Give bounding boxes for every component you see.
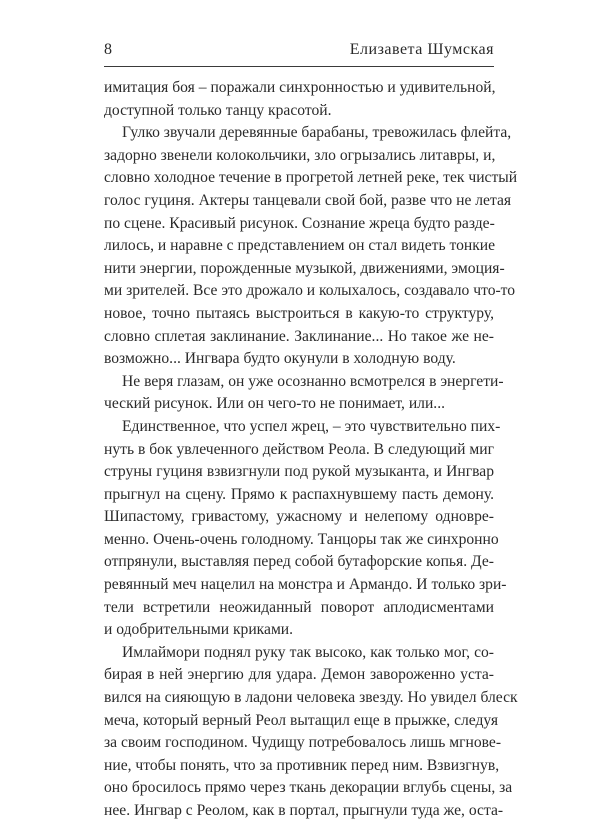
text-line: по сцене. Красивый рисунок. Сознание жреца будто разде- <box>104 214 495 232</box>
paragraph <box>104 642 518 823</box>
text-line: нити энергии, порожденные музыкой, движениями, эмоция- <box>104 259 505 277</box>
paragraph <box>104 122 518 371</box>
text-line: словно сплетая заклинание. Заклинание... Но такое же не- <box>104 327 494 345</box>
text-line: Гулко звучали деревянные барабаны, тревожилась флейта, <box>122 124 512 142</box>
body-text <box>104 77 518 823</box>
text-line: бирая в ней энергию для удара. Демон завороженно уста- <box>104 666 494 684</box>
text-line: оно бросилось прямо через ткань декорации вглубь сцены, за <box>104 779 513 797</box>
text-line: ревянный меч нацелил на монстра и Армандо. И только зри- <box>104 576 507 594</box>
text-line: Не веря глазам, он уже осознанно всмотрелся в энергети- <box>122 372 504 390</box>
text-line: доступной только танцу красотой. <box>104 101 332 119</box>
text-line: лилось, и наравне с представлением он стал видеть тонкие <box>104 237 496 255</box>
text-line: Имлаймори поднял руку так высоко, как только мог, со- <box>122 643 494 661</box>
text-line: имитация боя – поражали синхронностью и удивительной, <box>104 79 496 96</box>
page-header <box>104 40 494 67</box>
text-line: нее. Ингвар с Реолом, как в портал, прыгнули туда же, оста- <box>104 802 504 819</box>
text-line: отпрянули, выставляя перед собой бутафорские копья. Де- <box>104 553 494 571</box>
text-line: ческий рисунок. Или он чего-то не понимает, или... <box>104 395 446 413</box>
text-line: задорно звенели колокольчики, зло огрызались литавры, и, <box>104 146 496 164</box>
text-line: Единственное, что успел жрец, – это чувствительно пих- <box>122 417 501 435</box>
paragraph <box>104 371 504 416</box>
text-line: возможно... Ингвара будто окунули в холодную воду. <box>104 350 456 368</box>
text-line: и одобрительными криками. <box>104 621 294 639</box>
text-line: за своим господином. Чудищу потребовалось лишь мгнове- <box>104 734 502 752</box>
text-line: словно холодное течение в прогретой летней реке, тек чистый <box>104 169 518 187</box>
text-line: голос гуциня. Актеры танцевали свой бой, разве что не летая <box>104 191 512 209</box>
paragraph <box>104 416 507 642</box>
text-line: прыгнул на сцену. Прямо к распахнувшему пасть демону. <box>104 485 494 503</box>
text-line: ми зрителей. Все это дрожало и колыхалось, создавало что-то <box>104 282 516 300</box>
text-line: ние, чтобы понять, что за противник перед ним. Взвизгнув, <box>104 756 500 774</box>
paragraph <box>104 77 494 122</box>
text-line: тели встретили неожиданный поворот аплодисментами <box>104 598 494 616</box>
text-line: Шипастому, гривастому, ужасному и нелепому одновре- <box>104 508 494 526</box>
text-line: новое, точно пытаясь выстроиться в какую-то структуру, <box>104 304 494 322</box>
text-line: струны гуциня взвизгнули под рукой музыканта, и Ингвар <box>104 463 494 481</box>
text-line: меча, который верный Реол вытащил еще в прыжке, следуя <box>104 711 499 729</box>
text-line: менно. Очень-очень голодному. Танцоры так же синхронно <box>104 530 499 548</box>
page-number: 8 <box>104 41 112 58</box>
text-line: нуть в бок увлеченного действом Реола. В следующий миг <box>104 440 494 458</box>
running-title: Елизавета Шумская <box>349 41 494 58</box>
text-line: вился на сияющую в ладони человека звезду. Но увидел блеск <box>104 689 518 707</box>
